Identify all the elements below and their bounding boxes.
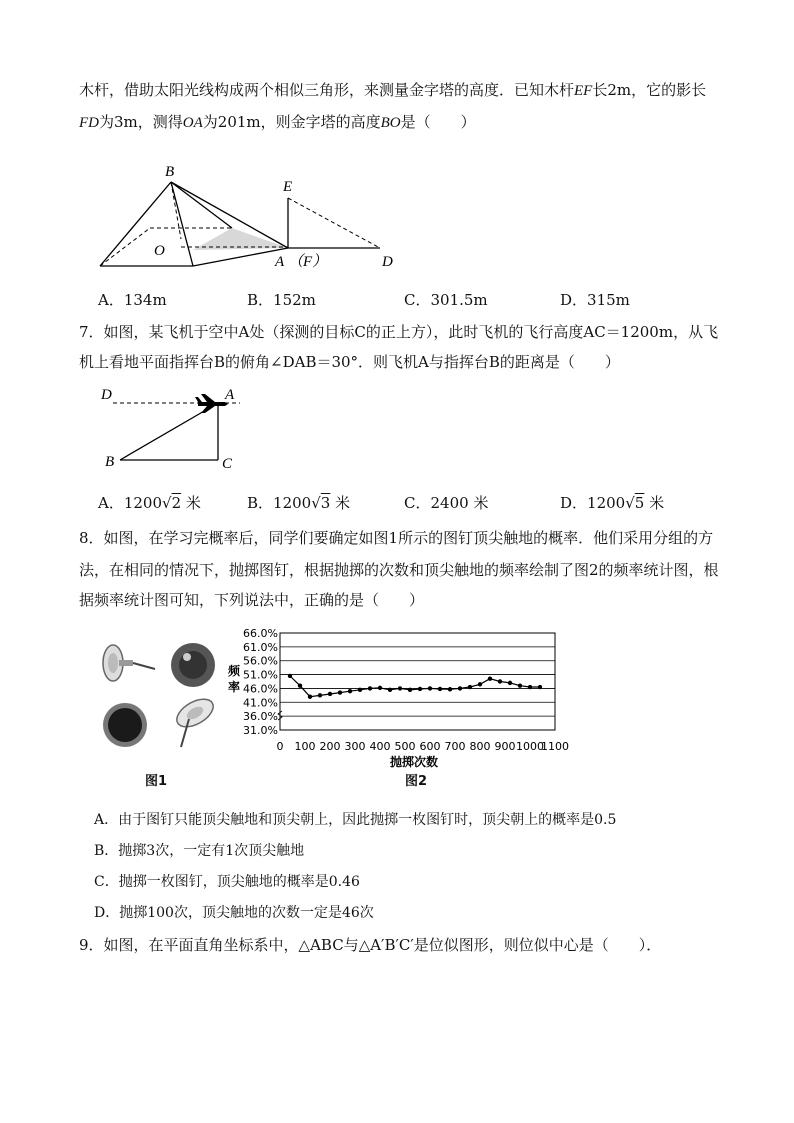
pyramid-edge — [171, 182, 193, 266]
q6-option-d: D．315m — [560, 291, 630, 309]
ylabel-char1: 频 — [228, 664, 241, 678]
x-tick-label: 700 — [444, 740, 466, 753]
data-point — [428, 686, 432, 690]
data-point — [508, 681, 512, 685]
y-tick-label: 36.0% — [243, 710, 278, 724]
label-e: E — [283, 179, 293, 195]
data-point — [358, 688, 362, 692]
q7-option-b: B．1200√3 米 — [247, 494, 351, 512]
figure1-caption: 图1 — [145, 774, 168, 789]
label-f: （F） — [288, 254, 328, 270]
q6-option-c: C．301.5m — [404, 291, 488, 309]
thumbtack-tilted-icon — [172, 693, 218, 747]
q9-line1: 9．如图，在平面直角坐标系中，△ABC与△A′B′C′是位似图形，则位似中心是（ ）． — [79, 936, 662, 954]
label-d: D — [382, 254, 393, 270]
q8-option-b: B．抛掷3次，一定有1次顶尖触地 — [94, 843, 305, 859]
q7-option-d: D．1200√5 米 — [560, 494, 665, 512]
axis-break-mark — [278, 711, 282, 720]
q7-option-c: C．2400 米 — [404, 494, 489, 512]
data-point — [458, 686, 462, 690]
label-b: B — [105, 454, 115, 470]
label-b: B — [165, 164, 175, 180]
q8-option-d: D．抛掷100次，顶尖触地的次数一定是46次 — [94, 905, 374, 921]
data-point — [528, 685, 532, 689]
sun-ray — [288, 198, 380, 248]
data-point — [288, 674, 292, 678]
x-tick-label: 400 — [369, 740, 391, 753]
y-tick-label: 31.0% — [243, 724, 278, 737]
label-o: O — [154, 243, 165, 259]
y-tick-label: 46.0% — [243, 682, 278, 696]
x-tick-label: 800 — [469, 740, 491, 753]
frequency-chart — [222, 625, 582, 775]
q6-option-b: B．152m — [247, 291, 316, 309]
q7-option-a: A．1200√2 米 — [98, 494, 201, 512]
y-tick-label: 41.0% — [243, 696, 278, 710]
q7-line1: 7．如图，某飞机于空中A处（探测的目标C的正上方），此时飞机的飞行高度AC＝1200m，从飞 — [79, 323, 719, 341]
x-tick-label: 100 — [294, 740, 316, 753]
data-point — [388, 688, 392, 692]
pyramid-figure — [90, 158, 410, 273]
q6-line2: FD为3m，测得OA为201m，则金字塔的高度BO是（ ） — [79, 113, 476, 131]
xlabel: 抛掷次数 — [390, 755, 439, 769]
q7-line2: 机上看地平面指挥台B的俯角∠DAB＝30°．则飞机A与指挥台B的距离是（ ） — [79, 353, 620, 371]
data-point — [318, 693, 322, 697]
data-point — [498, 679, 502, 683]
x-tick-label: 1100 — [541, 740, 569, 753]
airplane-icon — [195, 394, 228, 413]
q6-line1: 木杆，借助太阳光线构成两个相似三角形，来测量金字塔的高度．已知木杆EF长2m，它的影长 — [79, 81, 707, 99]
q8-line1: 8．如图，在学习完概率后，同学们要确定如图1所示的图钉顶尖触地的概率．他们采用分组的方 — [79, 529, 714, 547]
data-point — [298, 683, 302, 687]
data-point — [338, 690, 342, 694]
data-point — [368, 686, 372, 690]
x-tick-label: 500 — [394, 740, 416, 753]
y-tick-label: 66.0% — [243, 627, 278, 640]
x-tick-label: 1000 — [516, 740, 544, 753]
data-point — [418, 687, 422, 691]
q6-option-a: A．134m — [98, 291, 167, 309]
data-point — [448, 687, 452, 691]
data-point — [308, 695, 312, 699]
label-c: C — [222, 456, 233, 472]
thumbtack-side-icon — [103, 645, 155, 681]
q8-line2: 法，在相同的情况下，抛掷图钉，根据抛掷的次数和顶尖触地的频率绘制了图2的频率统计图，根 — [79, 561, 719, 579]
plot-frame — [280, 633, 555, 730]
label-a: A — [225, 387, 235, 403]
data-point — [468, 685, 472, 689]
hidden-edge — [100, 228, 150, 266]
thumbtack-bottom-icon — [103, 703, 147, 747]
data-point — [348, 689, 352, 693]
series-line — [290, 676, 540, 697]
label-d: D — [101, 387, 112, 403]
q8-option-c: C．抛掷一枚图钉，顶尖触地的概率是0.46 — [94, 874, 360, 890]
x-tick-label: 300 — [344, 740, 366, 753]
airplane-figure — [95, 380, 255, 475]
data-point — [438, 687, 442, 691]
data-point — [328, 692, 332, 696]
data-point — [518, 683, 522, 687]
q8-option-a: A．由于图钉只能顶尖触地和顶尖朝上，因此抛掷一枚图钉时，顶尖朝上的概率是0.5 — [94, 812, 617, 828]
x-tick-label: 0 — [276, 740, 284, 753]
thumbtack-figure — [95, 635, 225, 755]
data-point — [478, 682, 482, 686]
pyramid-edge — [171, 182, 232, 228]
data-point — [538, 685, 542, 689]
q8-line3: 据频率统计图可知，下列说法中，正确的是（ ） — [79, 591, 425, 609]
thumbtack-top-icon — [171, 643, 215, 687]
y-tick-label: 61.0% — [243, 640, 278, 654]
height-bo — [171, 182, 181, 239]
ylabel-char2: 率 — [228, 680, 241, 694]
data-point — [398, 686, 402, 690]
label-a: A — [275, 254, 285, 270]
x-tick-label: 900 — [494, 740, 516, 753]
figure2-caption: 图2 — [405, 774, 428, 789]
y-tick-label: 56.0% — [243, 654, 278, 668]
data-point — [408, 688, 412, 692]
data-point — [378, 686, 382, 690]
base-edge — [193, 248, 288, 266]
x-tick-label: 200 — [319, 740, 341, 753]
data-point — [488, 677, 492, 681]
x-tick-label: 600 — [419, 740, 441, 753]
y-tick-label: 51.0% — [243, 668, 278, 682]
